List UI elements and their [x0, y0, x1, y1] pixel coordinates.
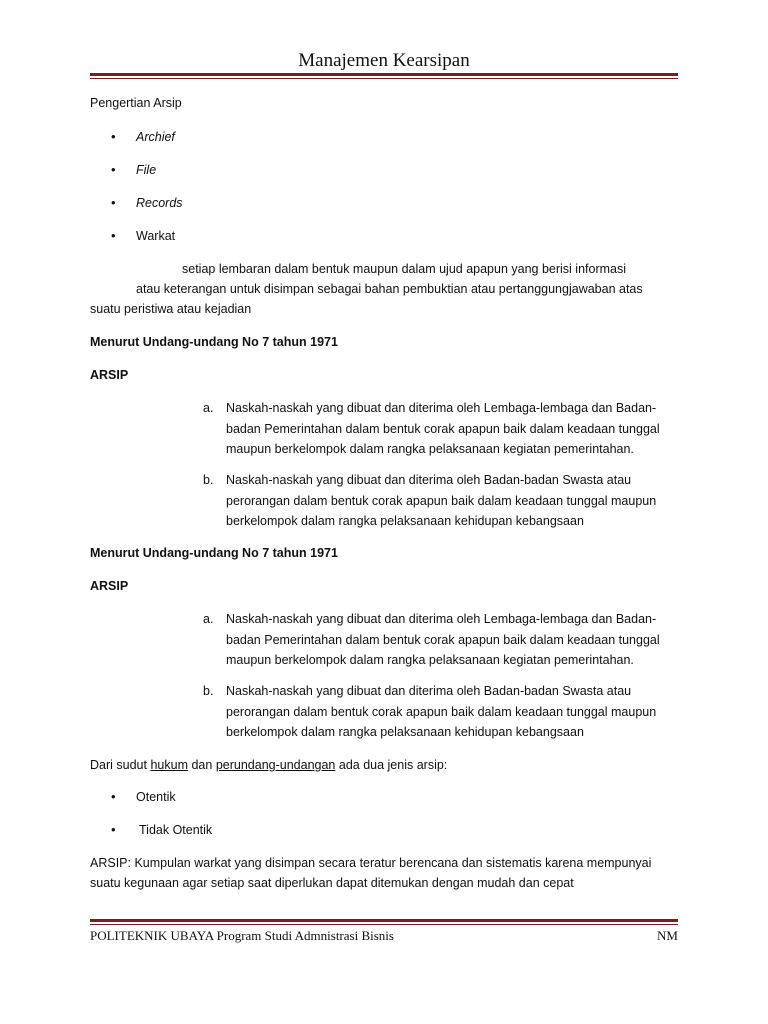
intro-lead: Dari sudut — [90, 758, 147, 772]
list-item-tidak-otentik: Tidak Otentik — [139, 823, 213, 837]
hukum-link[interactable]: hukum — [150, 758, 188, 772]
section-heading-pengertian: Pengertian Arsip — [90, 96, 182, 110]
list-item-file: File — [136, 163, 157, 177]
line: Naskah-naskah yang dibuat dan diterima oleh Badan-badan Swasta atau — [226, 684, 632, 698]
section-heading-uu-1: Menurut Undang-undang No 7 tahun 1971 — [90, 335, 338, 349]
bullet-dot-icon: • — [111, 228, 116, 243]
line: badan Pemerintahan dalam bentuk corak apapun baik dalam keadaan tunggal — [226, 421, 660, 436]
list-item-text — [226, 470, 656, 532]
list-marker: b. — [203, 684, 214, 698]
arsip-definition-line-2: suatu kegunaan agar setiap saat diperlukan dapat ditemukan dengan mudah dan cepat — [90, 876, 574, 890]
perundang-undangan-link[interactable]: perundang-undangan — [215, 758, 336, 772]
definition-line-3: suatu peristiwa atau kejadian — [90, 302, 252, 316]
footer-left: POLITEKNIK UBAYA Program Studi Admnistrasi Bisnis — [90, 928, 394, 943]
section-subheading-arsip-2: ARSIP — [90, 579, 129, 593]
jenis-arsip-intro — [90, 758, 447, 772]
list-item-records: Records — [136, 196, 183, 210]
section-heading-uu-2: Menurut Undang-undang No 7 tahun 1971 — [90, 546, 338, 560]
list-item-text — [226, 609, 660, 671]
bullet-dot-icon: • — [111, 822, 116, 837]
footer-rule — [90, 919, 678, 925]
list-marker: a. — [203, 612, 214, 626]
definition-line-1: setiap lembaran dalam bentuk maupun dalam ujud apapun yang berisi informasi — [182, 262, 627, 276]
bullet-dot-icon: • — [111, 789, 116, 804]
line: perorangan dalam bentuk corak apapun baik dalam keadaan tunggal maupun — [226, 704, 657, 719]
arsip-definition-line-1: ARSIP: Kumpulan warkat yang disimpan secara teratur berencana dan sistematis karena mempunyai — [90, 856, 652, 870]
line: badan Pemerintahan dalam bentuk corak apapun baik dalam keadaan tunggal — [226, 632, 660, 647]
line: maupun berkelompok dalam rangka pelaksanaan kegiatan pemerintahan. — [226, 442, 634, 456]
list-marker: b. — [203, 473, 214, 487]
definition-line-2: atau keterangan untuk disimpan sebagai bahan pembuktian atau pertanggungjawaban atas — [136, 282, 643, 296]
footer-right: NM — [657, 928, 678, 943]
bullet-dot-icon: • — [111, 129, 116, 144]
page-title: Manajemen Kearsipan — [298, 50, 470, 71]
list-item-text — [226, 398, 660, 460]
line: perorangan dalam bentuk corak apapun baik dalam keadaan tunggal maupun — [226, 493, 657, 508]
line: Naskah-naskah yang dibuat dan diterima oleh Lembaga-lembaga dan Badan- — [226, 401, 657, 415]
list-item-otentik: Otentik — [136, 790, 176, 804]
line: Naskah-naskah yang dibuat dan diterima oleh Lembaga-lembaga dan Badan- — [226, 612, 657, 626]
bullet-dot-icon: • — [111, 162, 116, 177]
line: maupun berkelompok dalam rangka pelaksanaan kegiatan pemerintahan. — [226, 653, 634, 667]
line: berkelompok dalam rangka pelaksanaan kehidupan kebangsaan — [226, 725, 584, 739]
intro-tail: ada dua jenis arsip: — [338, 758, 448, 772]
section-subheading-arsip-1: ARSIP — [90, 368, 129, 382]
intro-mid: dan — [191, 758, 213, 772]
header-rule — [90, 73, 678, 79]
list-marker: a. — [203, 401, 214, 415]
list-item-warkat: Warkat — [136, 229, 176, 243]
line: Naskah-naskah yang dibuat dan diterima oleh Badan-badan Swasta atau — [226, 473, 632, 487]
line: berkelompok dalam rangka pelaksanaan kehidupan kebangsaan — [226, 514, 584, 528]
list-item-text — [226, 681, 656, 743]
bullet-dot-icon: • — [111, 195, 116, 210]
list-item-archief: Archief — [136, 130, 175, 144]
